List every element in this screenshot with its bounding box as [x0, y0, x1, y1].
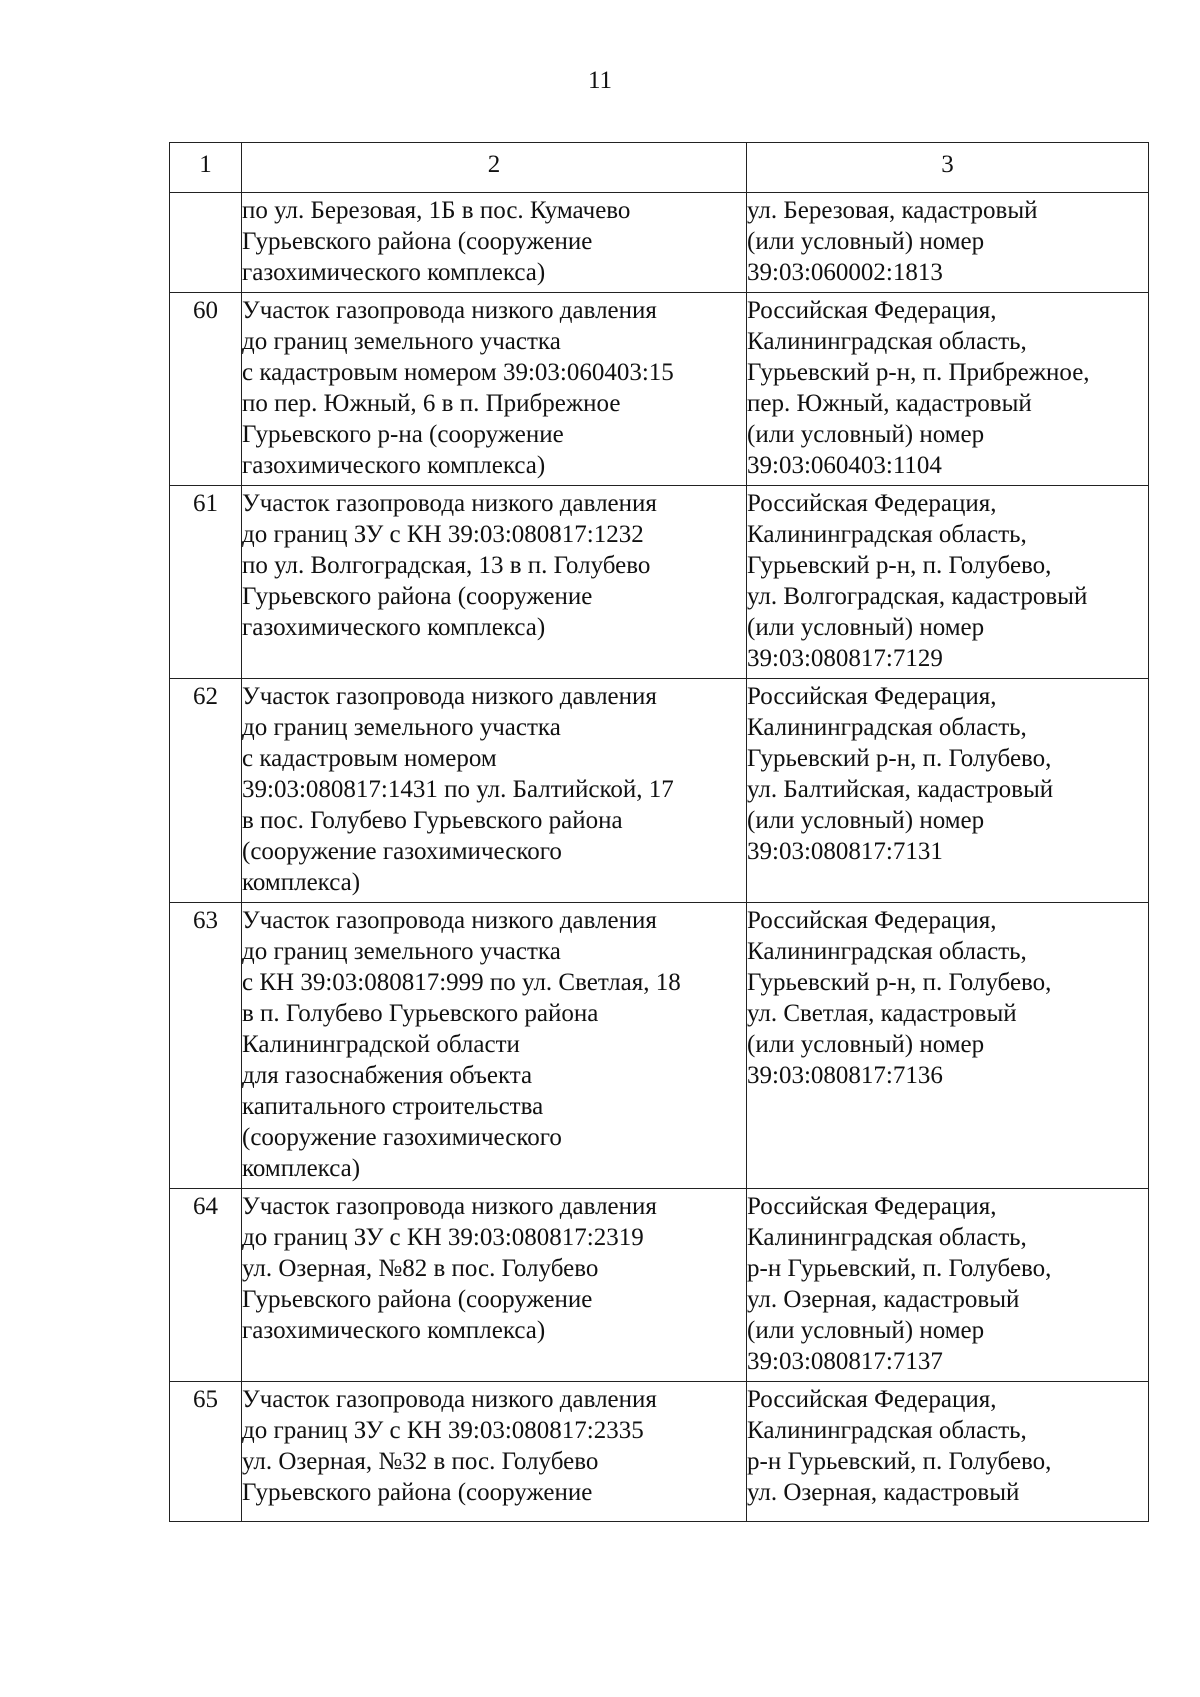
- address-line: Гурьевский р-н, п. Голубево,: [747, 552, 1052, 579]
- row-number-cell: [170, 193, 242, 293]
- address-line: (или условный) номер: [747, 1317, 985, 1344]
- address-cell: [747, 486, 1149, 679]
- address-cell: [747, 1382, 1149, 1522]
- address-line: Гурьевский р-н, п. Прибрежное,: [747, 359, 1090, 386]
- description-line: по ул. Березовая, 1Б в пос. Кумачево: [242, 197, 631, 224]
- description-line: с кадастровым номером: [242, 745, 497, 772]
- address-line: ул. Озерная, кадастровый: [747, 1479, 1020, 1506]
- address-line: Калининградская область,: [747, 1224, 1027, 1251]
- address-line: (или условный) номер: [747, 421, 985, 448]
- address-line: ул. Озерная, кадастровый: [747, 1286, 1020, 1313]
- description-line: Гурьевского района (сооружение: [242, 583, 593, 610]
- address-line: Российская Федерация,: [747, 1193, 997, 1220]
- description-line: Участок газопровода низкого давления: [242, 490, 657, 517]
- description-line: комплекса): [242, 869, 361, 896]
- address-line: Калининградская область,: [747, 1417, 1027, 1444]
- address-line: 39:03:080817:7131: [747, 838, 943, 865]
- table-row: [170, 1189, 1149, 1382]
- address-line: Гурьевский р-н, п. Голубево,: [747, 745, 1052, 772]
- row-number-cell: 62: [170, 679, 242, 903]
- description-line: с КН 39:03:080817:999 по ул. Светлая, 18: [242, 969, 681, 996]
- address-line: ул. Светлая, кадастровый: [747, 1000, 1017, 1027]
- description-line: капитального строительства: [242, 1093, 544, 1120]
- row-number-cell: 65: [170, 1382, 242, 1522]
- row-number-cell: 61: [170, 486, 242, 679]
- address-line: р-н Гурьевский, п. Голубево,: [747, 1255, 1052, 1282]
- table-row: [170, 1382, 1149, 1522]
- address-cell: [747, 679, 1149, 903]
- row-number-cell: 63: [170, 903, 242, 1189]
- address-line: Калининградская область,: [747, 714, 1027, 741]
- description-cell: [242, 193, 747, 293]
- address-line: 39:03:080817:7136: [747, 1062, 943, 1089]
- table-body: [170, 143, 1149, 1522]
- address-line: Калининградская область,: [747, 521, 1027, 548]
- address-line: Российская Федерация,: [747, 907, 997, 934]
- description-line: Участок газопровода низкого давления: [242, 907, 657, 934]
- description-line: Участок газопровода низкого давления: [242, 297, 657, 324]
- description-line: до границ ЗУ с КН 39:03:080817:2319: [242, 1224, 644, 1251]
- address-line: 39:03:060403:1104: [747, 452, 942, 479]
- address-line: пер. Южный, кадастровый: [747, 390, 1032, 417]
- description-line: ул. Озерная, №32 в пос. Голубево: [242, 1448, 599, 1475]
- address-cell: [747, 1189, 1149, 1382]
- table-row: [170, 293, 1149, 486]
- description-line: газохимического комплекса): [242, 259, 546, 286]
- description-line: по ул. Волгоградская, 13 в п. Голубево: [242, 552, 651, 579]
- address-cell: [747, 193, 1149, 293]
- address-line: Российская Федерация,: [747, 1386, 997, 1413]
- address-line: (или условный) номер: [747, 228, 985, 255]
- address-line: Российская Федерация,: [747, 297, 997, 324]
- table-row: [170, 193, 1149, 293]
- description-line: (сооружение газохимического: [242, 1124, 562, 1151]
- header-cell-3: 3: [747, 143, 1149, 193]
- address-line: 39:03:080817:7137: [747, 1348, 943, 1375]
- description-line: Гурьевского района (сооружение: [242, 1286, 593, 1313]
- description-line: до границ земельного участка: [242, 714, 561, 741]
- table-row: [170, 486, 1149, 679]
- property-table: [169, 142, 1149, 1522]
- description-line: Гурьевского района (сооружение: [242, 228, 593, 255]
- address-line: ул. Березовая, кадастровый: [747, 197, 1038, 224]
- description-line: Участок газопровода низкого давления: [242, 683, 657, 710]
- description-line: комплекса): [242, 1155, 361, 1182]
- address-line: (или условный) номер: [747, 807, 985, 834]
- description-line: до границ ЗУ с КН 39:03:080817:1232: [242, 521, 644, 548]
- header-cell-2: 2: [242, 143, 747, 193]
- description-line: Гурьевского р-на (сооружение: [242, 421, 564, 448]
- description-cell: [242, 903, 747, 1189]
- address-line: ул. Волгоградская, кадастровый: [747, 583, 1088, 610]
- description-line: с кадастровым номером 39:03:060403:15: [242, 359, 674, 386]
- description-cell: [242, 293, 747, 486]
- description-line: 39:03:080817:1431 по ул. Балтийской, 17: [242, 776, 674, 803]
- address-cell: [747, 293, 1149, 486]
- description-line: газохимического комплекса): [242, 452, 546, 479]
- description-line: до границ земельного участка: [242, 328, 561, 355]
- description-line: до границ ЗУ с КН 39:03:080817:2335: [242, 1417, 644, 1444]
- table-row: [170, 679, 1149, 903]
- address-line: Российская Федерация,: [747, 490, 997, 517]
- address-line: ул. Балтийская, кадастровый: [747, 776, 1054, 803]
- description-line: для газоснабжения объекта: [242, 1062, 533, 1089]
- address-line: Калининградская область,: [747, 328, 1027, 355]
- address-line: Гурьевский р-н, п. Голубево,: [747, 969, 1052, 996]
- description-line: Участок газопровода низкого давления: [242, 1193, 657, 1220]
- description-line: Участок газопровода низкого давления: [242, 1386, 657, 1413]
- description-cell: [242, 1189, 747, 1382]
- table-row: [170, 903, 1149, 1189]
- header-cell-1: 1: [170, 143, 242, 193]
- description-line: ул. Озерная, №82 в пос. Голубево: [242, 1255, 599, 1282]
- description-line: Гурьевского района (сооружение: [242, 1479, 593, 1506]
- address-cell: [747, 903, 1149, 1189]
- description-line: в пос. Голубево Гурьевского района: [242, 807, 623, 834]
- description-line: по пер. Южный, 6 в п. Прибрежное: [242, 390, 621, 417]
- description-line: газохимического комплекса): [242, 614, 546, 641]
- description-line: газохимического комплекса): [242, 1317, 546, 1344]
- address-line: (или условный) номер: [747, 1031, 985, 1058]
- table-header-row: [170, 143, 1149, 193]
- address-line: 39:03:080817:7129: [747, 645, 943, 672]
- description-cell: [242, 679, 747, 903]
- row-number-cell: 60: [170, 293, 242, 486]
- description-line: (сооружение газохимического: [242, 838, 562, 865]
- address-line: 39:03:060002:1813: [747, 259, 943, 286]
- description-line: Калининградской области: [242, 1031, 520, 1058]
- row-number-cell: 64: [170, 1189, 242, 1382]
- address-line: Российская Федерация,: [747, 683, 997, 710]
- description-line: в п. Голубево Гурьевского района: [242, 1000, 599, 1027]
- address-line: (или условный) номер: [747, 614, 985, 641]
- description-cell: [242, 1382, 747, 1522]
- description-line: до границ земельного участка: [242, 938, 561, 965]
- address-line: Калининградская область,: [747, 938, 1027, 965]
- page-number: 11: [587, 67, 613, 94]
- address-line: р-н Гурьевский, п. Голубево,: [747, 1448, 1052, 1475]
- description-cell: [242, 486, 747, 679]
